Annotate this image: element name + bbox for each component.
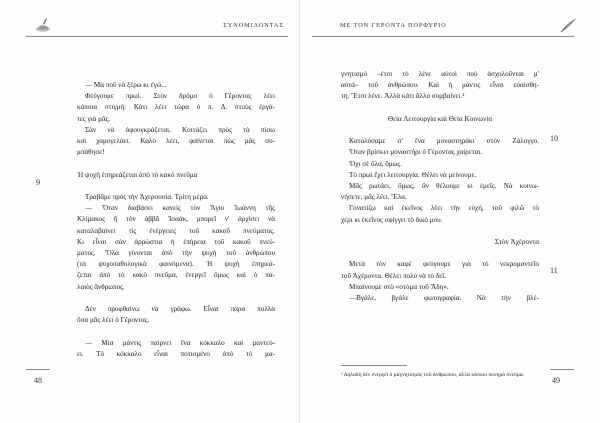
text-line: Κι εἶναι σὰν ἀρρώστια ἡ ἐπήρεια τοῦ κακοῦ πνεύ-	[77, 237, 275, 246]
running-head-right: ΜΕ ΤΟΝ ΓΕΡΟΝΤΑ ΠΟΡΦΥΡΙΟ	[340, 22, 447, 29]
text-line: Δὲν προφθαίνω νὰ γράφω. Εἶναι πάρα πολλὰ	[85, 305, 275, 314]
text-line: τες γιὰ μᾶς.	[77, 114, 111, 123]
text-line: Φεύγουμε πρωί. Στὸν δρόμο ὁ Γέροντας λέει	[85, 92, 275, 101]
text-line: γνητισμό –ἐτσι τὸ λένε αὐτοὶ ποὺ ἀσχολοῦνται μ'	[341, 70, 539, 78]
text-line: — Μία μάντις παίρνει ἕνα κόκκαλο καὶ μαντεύ-	[85, 338, 275, 347]
section-number-10: 10	[550, 134, 558, 143]
paragraph-gap	[77, 181, 275, 192]
text-line: Σὰν νὰ ἀφουγκράζεται. Κοιτάζει πρὸς τὰ πίσω	[85, 125, 275, 134]
section-number-11: 11	[550, 266, 558, 275]
text-line: Ὄχι σὲ ὅλα, ὅμως.	[349, 159, 402, 168]
text-line: αὐτά– τοῦ ἀνθρώπου. Καὶ ἡ μάντις εἶναι εὐαίσθη-	[341, 81, 539, 90]
text-line: ὅσα μᾶς λέει ὁ Γέροντας.	[77, 316, 150, 325]
page-number-left: 48	[34, 376, 42, 385]
text-line: Μᾶς ρωτάει, ὅμως, ἂν θέλουμε κι ἐμεῖς. Νὰ κοινω-	[349, 182, 539, 190]
paragraph-gap	[341, 103, 539, 114]
text-line: Μπαίνουμε στὸ «στόμα τοῦ Ἅδη».	[349, 282, 449, 291]
text-line: τη. Ἔτσι λένε. Ἀλλὰ κάτι ἄλλο συμβαίνει.²	[341, 92, 465, 101]
text-line: Καταλύσαμε σ' ἕνα μοναστηράκι στὸν Ζάλογγο.	[349, 137, 539, 146]
footer-rule-right	[550, 369, 574, 370]
text-line: — Μὰ ποῦ νὰ ξέρω κι ἐγώ...	[85, 81, 167, 89]
page-number-right: 49	[552, 376, 560, 385]
text-line: Γονατίζω καὶ ἐκεῖνος λέει τὴν εὐχή, τοῦ φιλῶ τὸ	[349, 204, 539, 213]
text-line: καὶ χαμογελάει. Καλὸ λέει, φαίνεται πὼς μᾶς συ-	[77, 137, 275, 146]
text-line: —Βγάλε, βγάλε φωτογραφία. Νὰ τὴν βλέ-	[349, 294, 539, 302]
paragraph-gap	[77, 293, 275, 304]
text-line: Τὸ πρωὶ ἔχει λειτουργία. Θέλει νὰ μείνουμε.	[349, 170, 477, 179]
section-heading: Ἡ ψυχὴ ἐπηρεάζεται ἀπὸ τὸ κακὸ πνεῦμα	[77, 170, 198, 179]
right-page-body	[341, 69, 539, 304]
footer-rule-left	[26, 369, 50, 370]
footnote-rule	[341, 365, 407, 366]
paragraph-gap	[77, 326, 275, 337]
gutter	[299, 0, 300, 423]
text-line: καταλαβαίνει τὶς ἐνέργειες τοῦ κακοῦ πνεύματος.	[77, 226, 275, 235]
text-line: χέρι κι ἐκεῖνος σφίγγει τὸ δικό μου.	[341, 215, 443, 224]
text-line: — Ὅταν διαβάσει κανεὶς τὸν Ἅγιο Ἰωάννη τῆς	[85, 204, 275, 213]
text-line: Τραβᾶμε πρὸς τὴν Ἀχερουσία. Τρίτη μέρα.	[85, 193, 209, 201]
text-line: λαιὸς ἄνθρωπος.	[77, 282, 125, 291]
section-heading: Στὸν Ἀχέροντα	[494, 238, 539, 246]
section-number-9: 9	[36, 178, 40, 187]
quill-icon	[560, 17, 578, 33]
footnote: ² Δηλαδὴ δὲν ἐνεργεῖ ὁ μαγνητισμὸς τοῦ ἀνθρώπου, ἀλλὰ κάποιο πονηρὸ πνεῦμα.	[341, 372, 525, 378]
left-page-body	[77, 80, 275, 360]
inkwell-icon	[34, 17, 52, 33]
section-heading: Θεία Λειτουργία καὶ Θεία Κοινωνία	[387, 114, 493, 123]
text-line: ματος. Ὅλα γίνονται ἀπὸ τὴν ψυχὴ τοῦ ἀνθρώπου	[77, 249, 275, 258]
text-line: ει. Τὸ κόκκαλο εἶναι ποτισμένο ἀπὸ τὸ μα-	[77, 349, 275, 358]
paragraph-gap	[341, 125, 539, 136]
text-line: Ὅταν βρίσκει μοναστήρι ὁ Γέροντας χαίρεται.	[349, 148, 483, 157]
text-line: κάποια στιγμή: Κάτι λέει τώρα ὁ π. Δ. στοὺς ἐργά-	[77, 103, 275, 112]
text-line: Μετὰ τὸν καφὲ φεύγουμε γιὰ τὸ νεκρομαντεῖο	[349, 260, 539, 269]
paragraph-gap	[341, 226, 539, 237]
text-line: νήσετε, μᾶς λέει. Ἔλα.	[341, 193, 407, 202]
header-rule-right	[312, 36, 574, 37]
text-line: Κλίμακος ἢ τὸν ἀββᾶ Ἰσαάκ, μπορεῖ ν' ἀρχίσει νὰ	[77, 215, 275, 224]
text-line: ζεται ἀπὸ τὸ κακὸ πνεῦμα, ἐνεργεῖ ὅμως καὶ ὁ πα-	[77, 271, 275, 280]
header-rule-left	[26, 36, 288, 37]
text-line: τοῦ Ἀχέροντα. Θέλει πολὺ νὰ τὸ δεῖ.	[341, 271, 446, 280]
text-line: (τὰ ψυχοπαθολογικὰ φαινόμενα). Ἡ ψυχὴ ἐπηρεά-	[77, 260, 275, 269]
paragraph-gap	[77, 158, 275, 169]
running-head-left: ΣΥΝΟΜΙΛΟΝΤΑΣ	[223, 22, 284, 29]
text-line: μπάθησε!	[77, 148, 105, 157]
paragraph-gap	[341, 248, 539, 259]
